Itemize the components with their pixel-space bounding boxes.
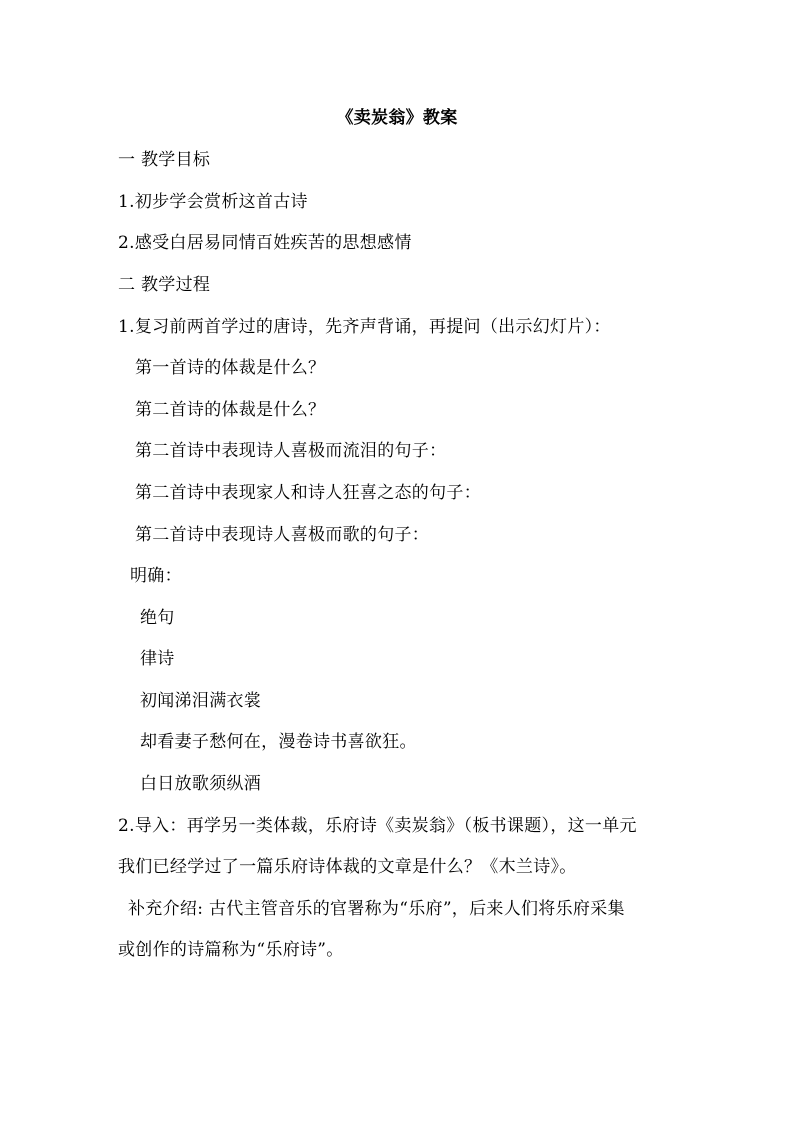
review-question: 第二首诗中表现诗人喜极而流泪的句子： (135, 441, 447, 461)
document-title: 《卖炭翁》教案 (336, 108, 458, 128)
process-step-2-continued: 我们已经学过了一篇乐府诗体裁的文章是什么？《木兰诗》。 (118, 857, 577, 877)
review-question: 第二首诗中表现家人和诗人狂喜之态的句子： (135, 483, 481, 503)
review-question: 第二首诗中表现诗人喜极而歌的句子： (135, 525, 430, 545)
answer-label: 明确： (130, 566, 182, 586)
answer-item: 初闻涕泪满衣裳 (140, 691, 262, 711)
answer-item: 律诗 (140, 649, 175, 669)
supplement-note-continued: 或创作的诗篇称为“乐府诗”。 (118, 940, 344, 960)
process-step-1: 1.复习前两首学过的唐诗，先齐声背诵，再提问（出示幻灯片）： (118, 317, 611, 337)
goal-item-1: 1.初步学会赏析这首古诗 (118, 192, 308, 212)
supplement-note: 补充介绍: 古代主管音乐的官署称为“乐府”，后来人们将乐府采集 (128, 899, 625, 919)
review-question: 第一首诗的体裁是什么？ (135, 358, 326, 378)
answer-item: 白日放歌须纵酒 (140, 774, 262, 794)
process-step-2: 2.导入：再学另一类体裁，乐府诗《卖炭翁》（板书课题），这一单元 (118, 816, 637, 836)
answer-item: 却看妻子愁何在，漫卷诗书喜欲狂。 (140, 732, 417, 752)
process-heading: 二 教学过程 (118, 275, 211, 295)
answer-item: 绝句 (140, 608, 175, 628)
review-question: 第二首诗的体裁是什么？ (135, 400, 326, 420)
goal-item-2: 2.感受白居易同情百姓疾苦的思想感情 (118, 233, 412, 253)
goals-heading: 一 教学目标 (118, 150, 211, 170)
